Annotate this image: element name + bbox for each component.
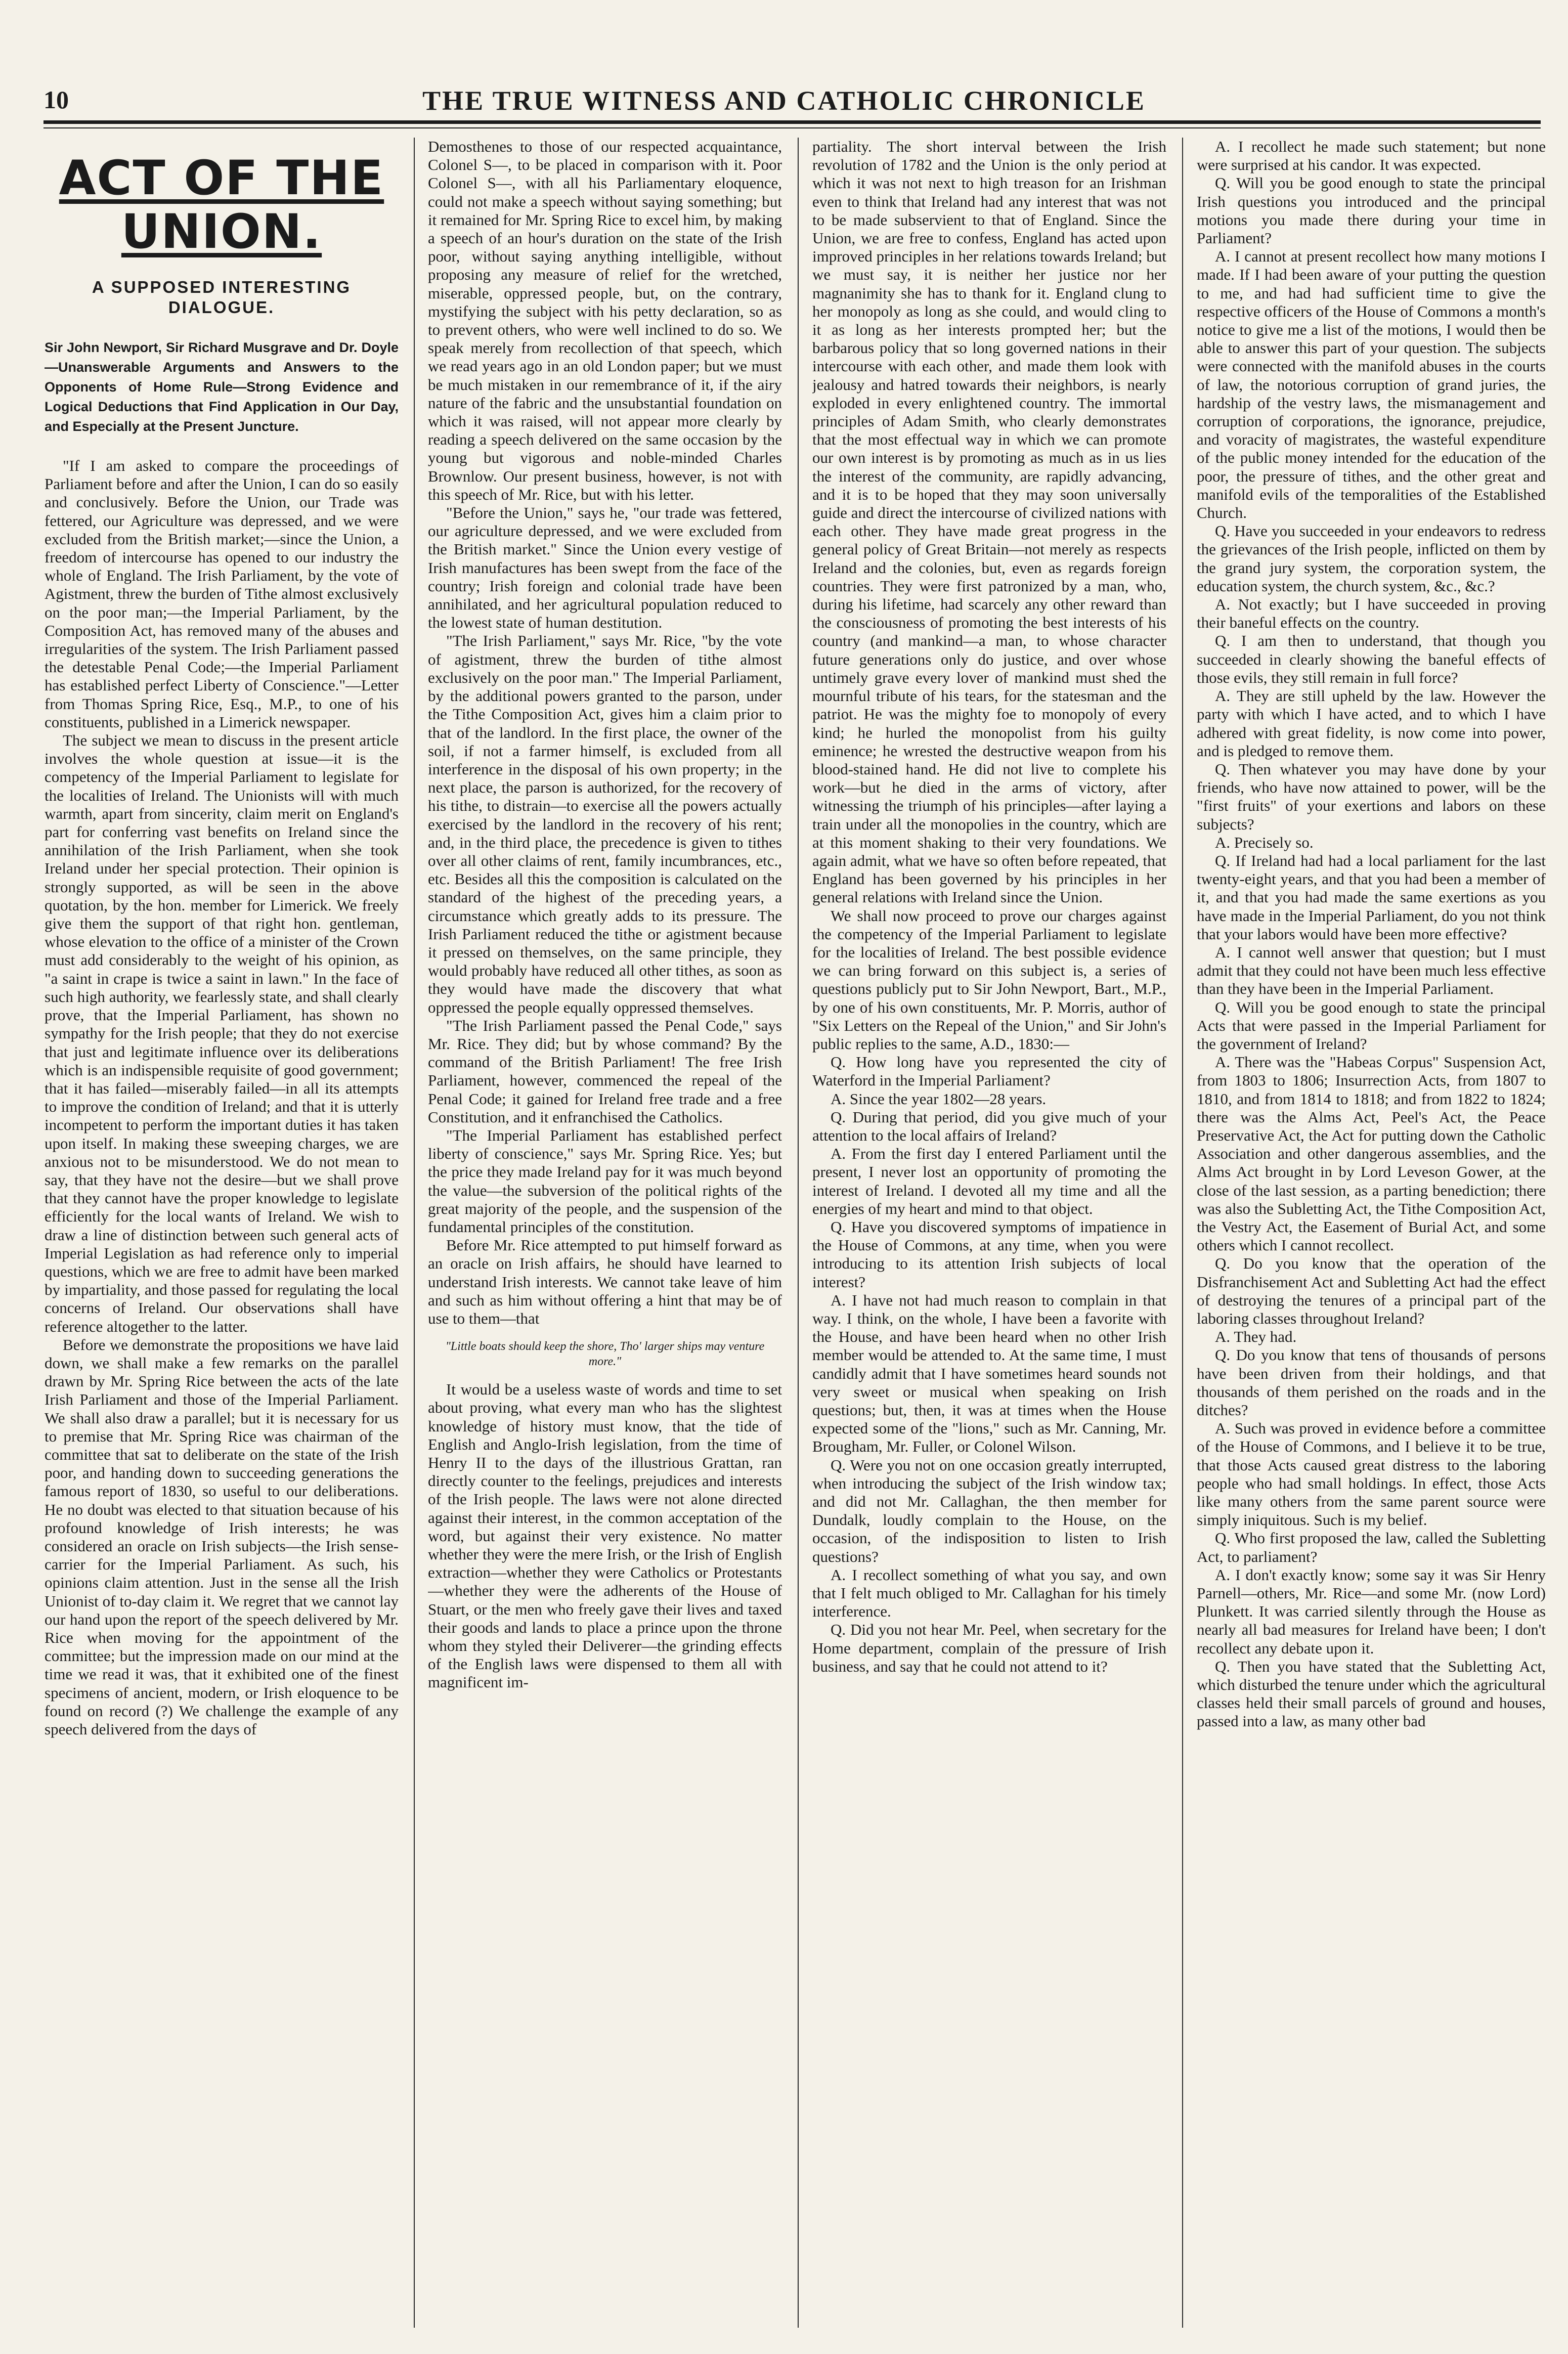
answer: A. I cannot well answer that question; but I must admit that they could not have been much less effective than they have been in the Imperial Parliament.	[1197, 943, 1546, 998]
answer: A. They are still upheld by the law. However the party with which I have acted, and to which I have adhered with great fidelity, is now come into power, and is pledged to remove them.	[1197, 687, 1546, 760]
question: Q. Were you not on one occasion greatly interrupted, when introducing the subject of the Irish window tax; and did not Mr. Callaghan, the then member for Dundalk, loudly complain to the House, on the occasion, of the indisposition to listen to Irish questions?	[812, 1456, 1166, 1565]
question: Q. Then whatever you may have done by your friends, who have now attained to power, will be the "first fruits" of your exertions and labors on these subjects?	[1197, 760, 1546, 833]
question: Q. During that period, did you give much of your attention to the local affairs of Ireland?	[812, 1108, 1166, 1144]
paragraph: "If I am asked to compare the proceedings of Parliament before and after the Union, I can do so easily and conclusively. Before the Union, our Trade was fettered, our Agriculture was depressed, and we were excluded from the British market;—since the Union, a freedom of intercourse has opened to our industry the whole of England. The Irish Parliament, by the vote of Agistment, threw the burden of Tithe almost exclusively on the poor man;—the Imperial Parliament, by the Composition Act, has removed many of the abuses and irregularities of the system. The Irish Parliament passed the detestable Penal Code;—the Imperial Parliament has established perfect Liberty of Conscience."—Letter from Thomas Spring Rice, Esq., M.P., to one of his constituents, published in a Limerick newspaper.	[45, 457, 399, 731]
column-1	[45, 138, 399, 2328]
paragraph: The subject we mean to discuss in the present article involves the whole question at issue—it is the competency of the Imperial Parliament to legislate for the localities of Ireland. The Unionists will with much warmth, apart from sincerity, claim merit on England's part for conferring vast benefits on Ireland since the annihilation of the Irish Parliament, when she took Ireland under her special protection. Their opinion is strongly supported, as will be seen in the above quotation, by the hon. member for Limerick. We freely give them the support of that right hon. gentleman, whose elevation to the office of a minister of the Crown must add considerably to the weight of his opinion, as "a saint in crape is twice a saint in lawn." In the face of such high authority, we fearlessly state, and shall clearly prove, that the Imperial Parliament, has shown no sympathy for the Irish people; that they do not exercise that just and legitimate influence over its deliberations which is an indispensible requisite of good government; that it has failed—miserably failed—in all its attempts to improve the condition of Ireland; and that it is utterly incompetent to perform the important duties it has taken upon itself. In making these sweeping charges, we are anxious not to be misunderstood. We do not mean to say, that they have not the desire—but we shall prove that they cannot have the proper knowledge to legislate efficiently for the local wants of Ireland. We wish to draw a line of distinction between such general acts of Imperial Legislation as had reference only to imperial questions, which we are free to admit have been marked by impartiality, and those passed for regulating the local concerns of Ireland. Our observations shall have reference altogether to the latter.	[45, 731, 399, 1335]
answer: A. Such was proved in evidence before a committee of the House of Commons, and I believe it to be true, that those Acts caused great distress to the laboring people who had small holdings. In effect, those Acts like many others from the same parent source were simply iniquitous. Such is my belief.	[1197, 1419, 1546, 1529]
answer: A. I cannot at present recollect how many motions I made. If I had been aware of your putting the question to me, and had had sufficient time to give the respective officers of the House of Commons a month's notice to give me a list of the motions, I would then be able to answer this part of your question. The subjects were connected with the manifold abuses in the courts of law, the notorious corruption of grand juries, the hardship of the vestry laws, the mismanagement and corruption of corporations, the ignorance, prejudice, and voracity of magistrates, the wasteful expenditure of the public money intended for the education of the poor, the pressure of tithes, and the other great and manifold evils of the temporalities of the Established Church.	[1197, 247, 1546, 522]
question: Q. Have you succeeded in your endeavors to redress the grievances of the Irish people, inflicted on them by the grand jury system, the corporation system, the education system, the church system, &c., &c.?	[1197, 522, 1546, 595]
answer: A. From the first day I entered Parliament until the present, I never lost an opportunity of promoting the interest of Ireland. I devoted all my time and all the energies of my heart and mind to that object.	[812, 1145, 1166, 1217]
column-3	[812, 138, 1166, 2328]
question: Q. Did you not hear Mr. Peel, when secretary for the Home department, complain of the pressure of Irish business, and say that he could not attend to it?	[812, 1621, 1166, 1675]
paragraph: It would be a useless waste of words and time to set about proving, what every man who has the slightest knowledge of history must know, that the tide of English and Anglo-Irish legislation, from the time of Henry II to the days of the illustrious Grattan, ran directly counter to the feelings, prejudices and interests of the Irish people. The laws were not alone directed against their interest, in the common acceptation of the word, but against their very existence. No matter whether they were the mere Irish, or the Irish of English extraction—whether they were Catholics or Protestants—whether they were the adherents of the House of Stuart, or the men who freely gave their lives and taxed their goods and lands to place a prince upon the throne whom they styled their Deliverer—the grinding effects of the English laws were dispensed to them all with magnificent im-	[428, 1380, 782, 1691]
column-4	[1197, 138, 1546, 2328]
verse-quote: "Little boats should keep the shore, Tho' larger ships may venture more."	[445, 1340, 765, 1369]
column-separator	[414, 138, 415, 2328]
question: Q. Then you have stated that the Subletting Act, which disturbed the tenure under which the agricultural classes held their small parcels of ground and houses, passed into a law, as many other bad	[1197, 1657, 1546, 1730]
answer: A. Precisely so.	[1215, 833, 1314, 851]
column-separator	[1182, 138, 1183, 2328]
article-deck: Sir John Newport, Sir Richard Musgrave and Dr. Doyle—Unanswerable Arguments and Answers to the Opponents of Home Rule—Strong Evidence and Logical Deductions that Find Application in Our Day, and Especially at the Present Juncture.	[45, 340, 399, 434]
answer: A. Since the year 1802—28 years.	[831, 1089, 1047, 1108]
article-headline: ACT OF THE UNION.	[59, 151, 384, 259]
masthead: THE TRUE WITNESS AND CATHOLIC CHRONICLE	[422, 85, 1146, 116]
header-rule-thin	[43, 127, 1541, 128]
paragraph: Before we demonstrate the propositions we have laid down, we shall make a few remarks on the parallel drawn by Mr. Spring Rice between the acts of the late Irish Parliament and those of the Imperial Parliament. We shall also draw a parallel; but it is necessary for us to premise that Mr. Spring Rice was chairman of the committee that sat to deliberate on the state of the Irish poor, and handing down to succeeding generations the famous report of 1830, so useful to our deliberations. He no doubt was elected to that situation because of his profound knowledge of Irish interests; he was considered an oracle on Irish subjects—the Irish sense-carrier for the Imperial Parliament. As such, his opinions claim attention. Just in the sense all the Irish Unionist of to-day claim it. We regret that we cannot lay our hand upon the report of the speech delivered by Mr. Rice when moving for the appointment of the committee; but the impression made on our mind at the time we read it was, that it exhibited one of the finest specimens of ancient, modern, or Irish eloquence to be found on record (?) We challenge the example of any speech delivered from the days of	[45, 1335, 399, 1738]
article-subhead: A SUPPOSED INTERESTING DIALOGUE.	[92, 278, 352, 317]
paragraph: Demosthenes to those of our respected acquaintance, Colonel S—, to be placed in comparison with it. Poor Colonel S—, with all his Parliamentary eloquence, could not make a speech without saying something; but it remained for Mr. Spring Rice to excel him, by making a speech of an hour's duration on the state of the Irish poor, without saying anything intelligible, without proposing any measure of relief for the wretched, miserable, oppressed people, but, on the contrary, mystifying the subject with his petty declaration, so as to prevent others, who were well inclined to do so. We speak merely from recollection of that speech, which we read years ago in an old London paper; but we must be much mistaken in our remembrance of it, if the airy nature of the fabric and the unsubstantial foundation on which it was raised, will not appear more clearly by reading a speech delivered on the same occasion by the young but vigorous and noble-minded Charles Brownlow. Our present business, however, is not with this speech of Mr. Rice, but with his letter.	[428, 138, 782, 503]
paragraph: "The Irish Parliament passed the Penal Code," says Mr. Rice. They did; but by whose command? By the command of the British Parliament! The free Irish Parliament, however, commenced the repeal of the Penal Code; it gained for Ireland free trade and a free Constitution, and it enfranchised the Catholics.	[428, 1016, 782, 1126]
answer: A. I don't exactly know; some say it was Sir Henry Parnell—others, Mr. Rice—and some Mr. (now Lord) Plunkett. It was carried silently through the House as nearly all bad measures for Ireland have been; I don't recollect any debate upon it.	[1197, 1565, 1546, 1657]
paragraph: We shall now proceed to prove our charges against the competency of the Imperial Parliament to legislate for the localities of Ireland. The best possible evidence we can bring forward on this subject is, a series of questions publicly put to Sir John Newport, Bart., M.P., by one of his own constituents, Mr. P. Morris, author of "Six Letters on the Repeal of the Union," and Sir John's public replies to the same, A.D., 1830:—	[812, 906, 1166, 1053]
paragraph: "The Imperial Parliament has established perfect liberty of conscience," says Mr. Spring Rice. Yes; but the price they made Ireland pay for it was much beyond the value—the subversion of the political rights of the great majority of the people, and the suspension of the fundamental principles of the constitution.	[428, 1126, 782, 1236]
answer: A. I have not had much reason to complain in that way. I think, on the whole, I have been a favorite with the House, and have been heard when no other Irish member would be attended to. At the same time, I must candidly admit that I have sometimes heard sounds not very sweet or musical when speaking on Irish questions; but, then, it was at times when the House expected some of the "lions," such as Mr. Canning, Mr. Brougham, Mr. Fuller, or Colonel Wilson.	[812, 1291, 1166, 1456]
column-separator	[798, 138, 799, 2328]
answer: A. I recollect something of what you say, and own that I felt much obliged to Mr. Callaghan for his timely interference.	[812, 1565, 1166, 1621]
answer: A. Not exactly; but I have succeeded in proving their baneful effects on the country.	[1197, 595, 1546, 632]
question: Q. Who first proposed the law, called the Subletting Act, to parliament?	[1197, 1529, 1546, 1565]
header-rule	[43, 120, 1541, 124]
paragraph: "Before the Union," says he, "our trade was fettered, our agriculture depressed, and we were excluded from the British market." Since the Union every vestige of Irish manufactures has been swept from the face of the country; Irish foreign and colonial trade have been annihilated, and her agricultural population reduced to the lowest state of human destitution.	[428, 504, 782, 632]
question: Q. Will you be good enough to state the principal Acts that were passed in the Imperial Parliament for the government of Ireland?	[1197, 998, 1546, 1053]
paragraph: partiality. The short interval between the Irish revolution of 1782 and the Union is the only period at which it was not next to high treason for an Irishman even to think that Ireland had any interest that was not to be made subservient to that of England. Since the Union, we are free to confess, England has acted upon improved principles in her relations towards Ireland; but we must say, it is neither her justice nor her magnanimity she has to thank for it. England clung to her monopoly as long as she could, and would cling to it as long as her interests prompted her; but the barbarous policy that so long governed nations in their intercourse with each other, and made them look with jealousy and hatred towards their neighbors, is nearly exploded in every enlightened country. The immortal principles of Adam Smith, who clearly demonstrates that the most effectual way in which we can promote our own interest is by promoting as much as in us lies the interest of the community, are rapidly advancing, and it is to be hoped that they may soon universally guide and direct the intercourse of civilized nations with each other. They have made great progress in the general policy of Great Britain—not merely as respects Ireland and the colonies, but, even as regards foreign countries. They were first patronized by a man, who, during his lifetime, had scarcely any other reward than the consciousness of promoting the best interests of his country (and mankind—a man, to whose character future generations only do justice, and over whose untimely grave every lover of mankind must shed the mournful tribute of his tears, for the statesman and the patriot. He was the mighty foe to monopoly of every kind; he hurled the monopolist from his guilty eminence; he wrested the destructive weapon from his blood-stained hand. He did not live to complete his work—but he died in the arms of victory, after witnessing the triumph of his principles—after laying a train under all the monopolies in the country, which are at this moment shaking to their very foundations. We again admit, what we have so often before repeated, that England has been governed by his principles in her general relations with Ireland since the Union.	[812, 138, 1166, 906]
question: Q. Do you know that tens of thousands of persons have been driven from their holdings, and that thousands of them perished on the roads and in the ditches?	[1197, 1346, 1546, 1419]
answer: A. There was the "Habeas Corpus" Suspension Act, from 1803 to 1806; Insurrection Acts, from 1807 to 1810, and from 1814 to 1818; and from 1822 to 1824; there was the Alms Act, Peel's Act, the Peace Preservative Act, the Act for putting down the Catholic Association and other dangerous assemblies, and the Alms Act brought in by Lord Leveson Gower, at the close of the last session, as a parting benediction; there was also the Subletting Act, the Tithe Composition Act, the Vestry Act, the Easement of Burial Act, and some others which I cannot recollect.	[1197, 1053, 1546, 1254]
question: Q. I am then to understand, that though you succeeded in clearly showing the baneful effects of those evils, they still remain in full force?	[1197, 632, 1546, 686]
question: Q. How long have you represented the city of Waterford in the Imperial Parliament?	[812, 1053, 1166, 1089]
paragraph: Before Mr. Rice attempted to put himself forward as an oracle on Irish affairs, he should have learned to understand Irish interests. We cannot take leave of him and such as him without offering a hint that may be of use to them—that	[428, 1236, 782, 1327]
column-2	[428, 138, 782, 2328]
answer: A. I recollect he made such statement; but none were surprised at his candor. It was expected.	[1197, 138, 1546, 174]
question: Q. If Ireland had had a local parliament for the last twenty-eight years, and that you had been a member of it, and that you had made the same exertions as you have made in the Imperial Parliament, do you not think that your labors would have been more effective?	[1197, 851, 1546, 943]
answer: A. They had.	[1215, 1328, 1297, 1346]
question: Q. Have you discovered symptoms of impatience in the House of Commons, at any time, when you were introducing to its attention Irish subjects of local interest?	[812, 1217, 1166, 1291]
question: Q. Do you know that the operation of the Disfranchisement Act and Subletting Act had the effect of destroying the tenures of a principal part of the laboring classes throughout Ireland?	[1197, 1254, 1546, 1327]
page-number: 10	[43, 85, 69, 114]
question: Q. Will you be good enough to state the principal Irish questions you introduced and the principal motions you made there during your time in Parliament?	[1197, 174, 1546, 247]
paragraph: "The Irish Parliament," says Mr. Rice, "by the vote of agistment, threw the burden of tithe almost exclusively on the poor man." The Imperial Parliament, by the additional powers granted to the parson, under the Tithe Composition Act, gives him a claim prior to that of the landlord. In the first place, the owner of the soil, if not a farmer himself, is excluded from all interference in the disposal of his own property; in the next place, the parson is authorized, for the recovery of his tithe, to distrain—to exercise all the powers actually exercised by the landlord in the recovery of his rent; and, in the third place, the precedence is given to tithes over all other claims of rent, family incumbrances, etc., etc. Besides all this the composition is calculated on the standard of the highest of the preceding years, a circumstance which greatly adds to its pressure. The Irish Parliament reduced the tithe or agistment because it pressed on themselves, on the same principle, they would probably have reduced all other tithes, as soon as they would have made the discovery that what oppressed the people equally oppressed themselves.	[428, 632, 782, 1016]
